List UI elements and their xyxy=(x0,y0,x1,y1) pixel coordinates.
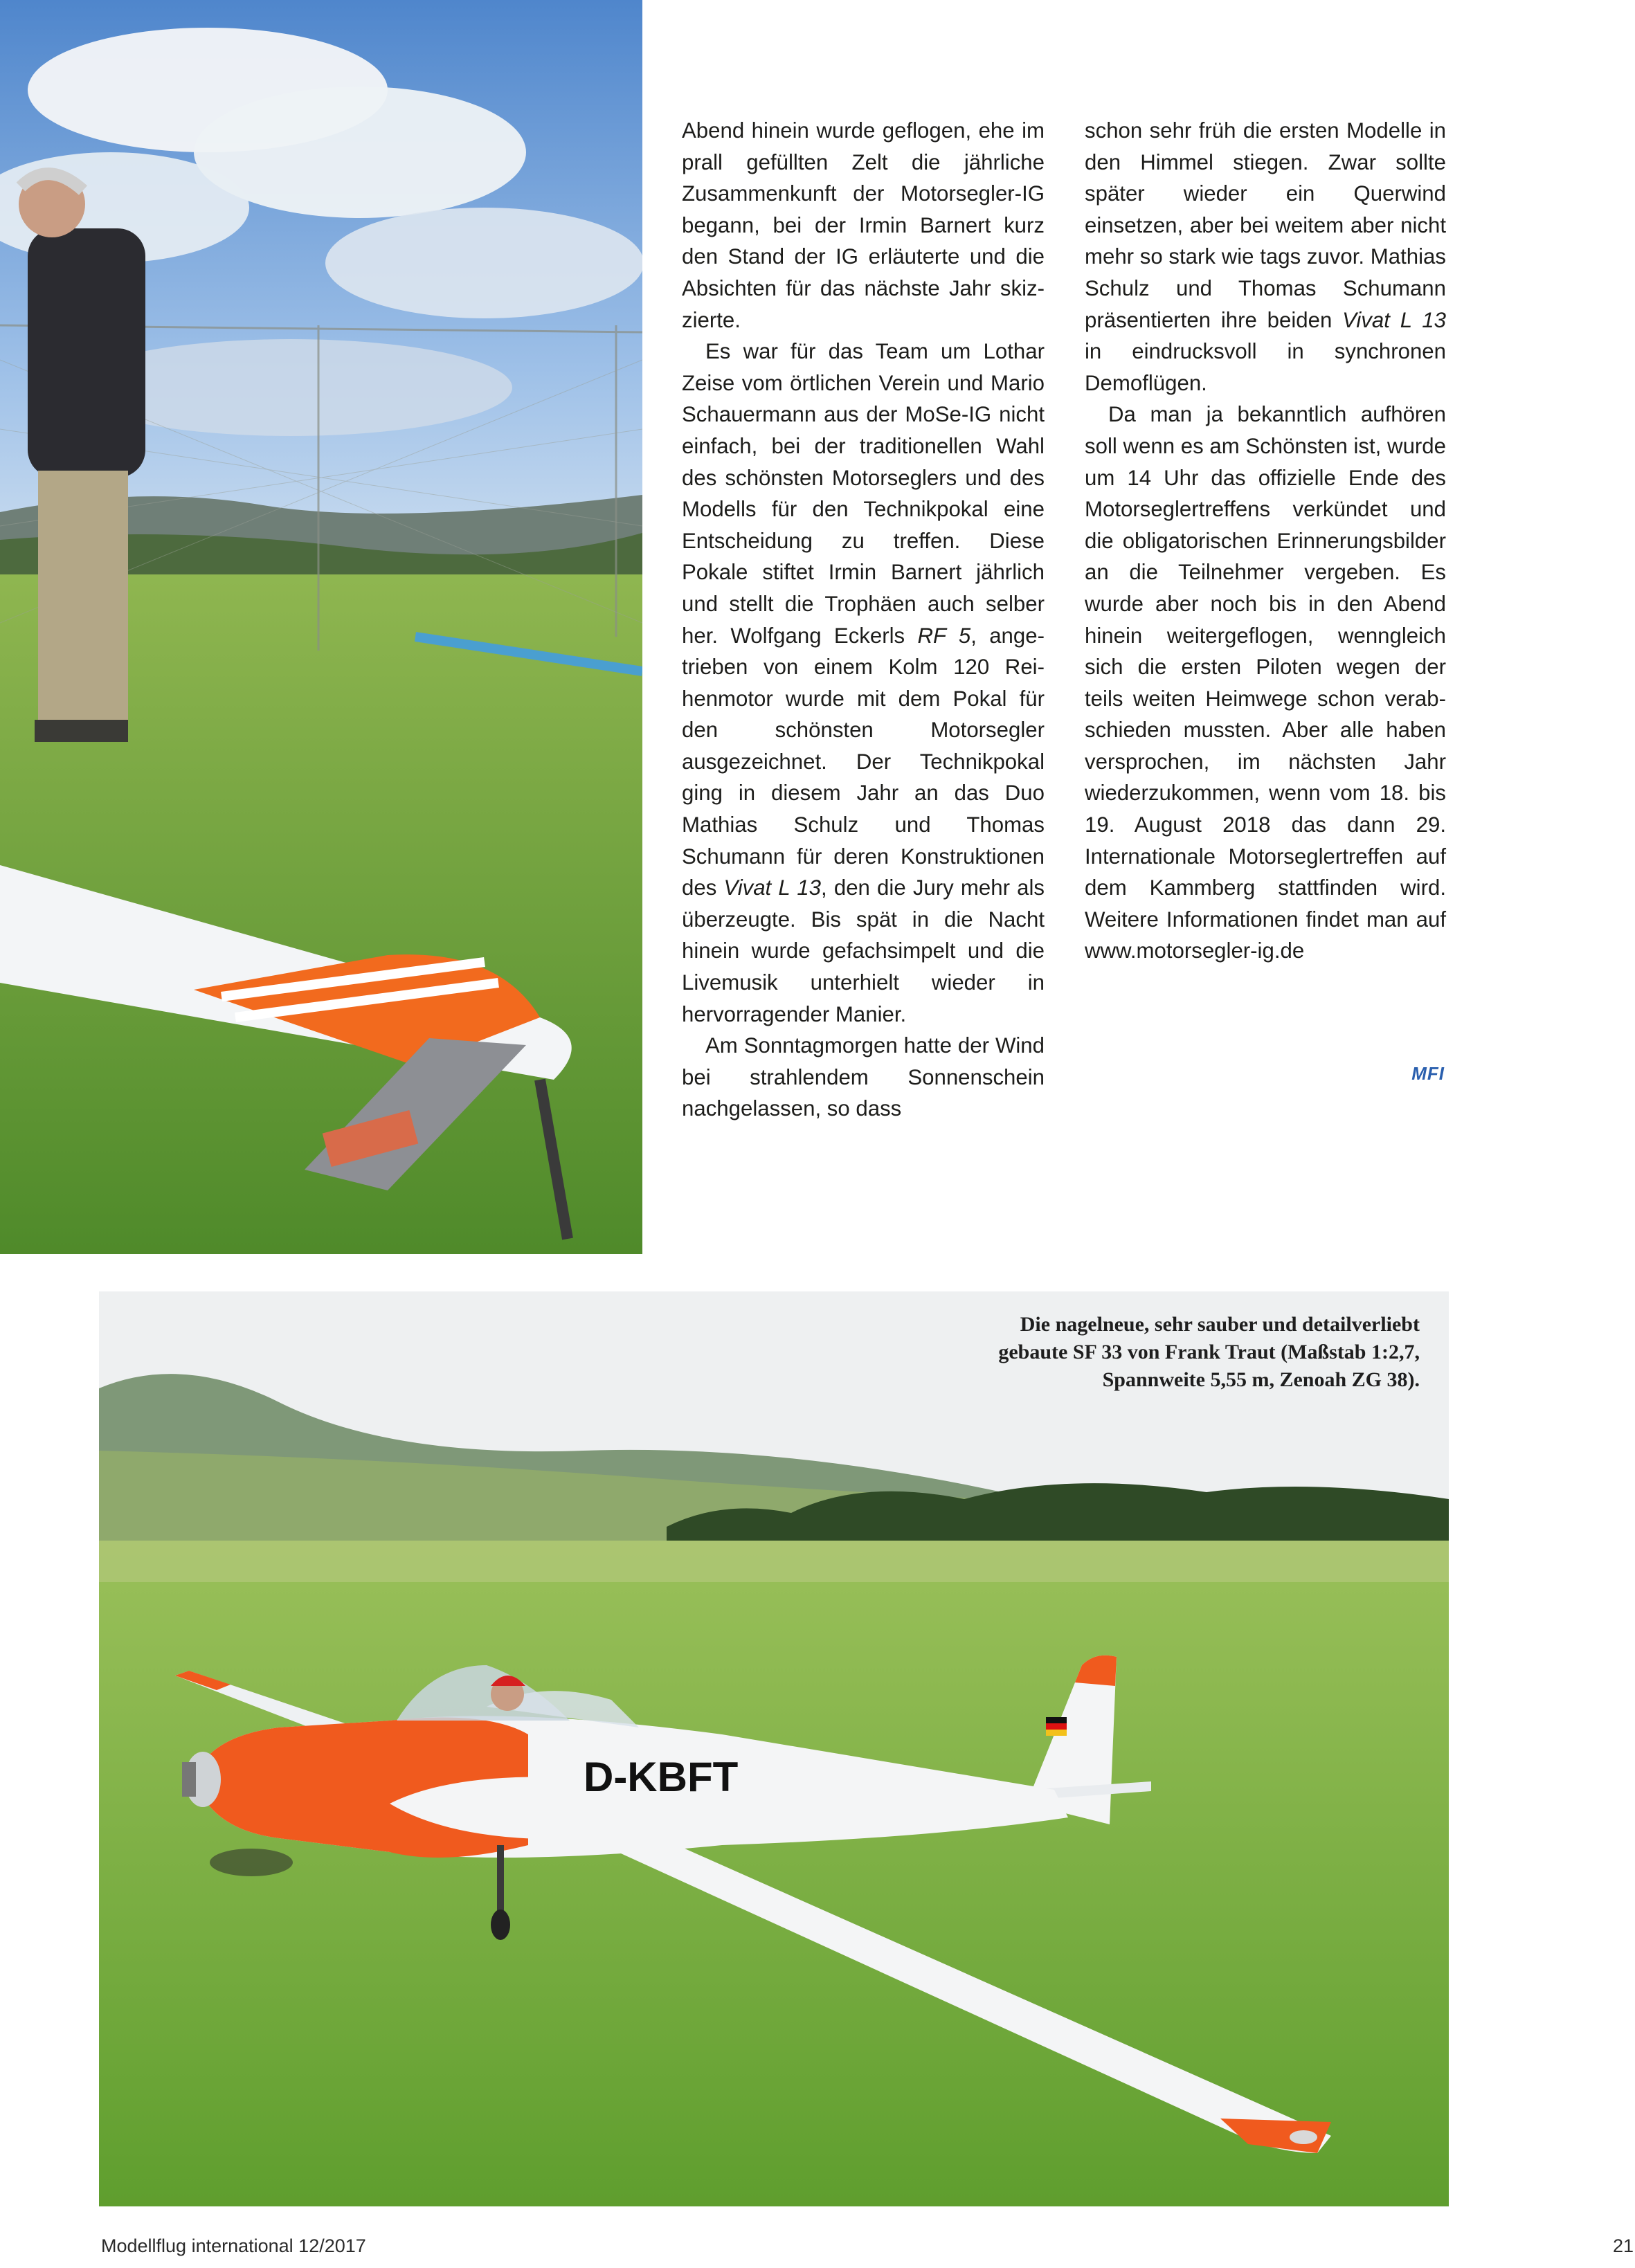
article-column-1 xyxy=(682,115,1045,1125)
author-signature: MFI xyxy=(1411,1063,1445,1084)
caption-line: Die nagelneue, sehr sauber und detailverliebt xyxy=(1020,1313,1420,1336)
page-number: 21 xyxy=(1613,2235,1634,2256)
photo-sf33-model xyxy=(99,1291,1449,2206)
photo-pilot-and-model xyxy=(0,0,642,1254)
paragraph: Da man ja bekanntlich aufhören soll wenn es am Schönsten ist, wurde um 14 Uhr das offizielle Ende des Motorseglertreffens verkündet und die obligatorischen Erinnerungsbilder an die Teilnehmer vergeben. Es wurde aber noch bis in den Abend hinein weitergeflogen, wenngleich sich die ersten Piloten wegen der teils weiten Heimwege schon verabschieden mussten. Aber alle haben versprochen, im nächsten Jahr wiederzukommen, wenn vom 18. bis 19. August 2018 das dann 29. Internationale Motorseglertreffen auf dem Kammberg stattfinden wird. Weitere Informationen findet man auf www.motorsegler-ig.de xyxy=(1085,402,1446,963)
paragraph: Abend hinein wurde geflogen, ehe im prall gefüllten Zelt die jährliche Zusammenkunft der Motorsegler-IG begann, bei der Irmin Barnert kurz den Stand der IG erläuterte und die Absichten für das nächste Jahr skizzierte. xyxy=(682,118,1045,332)
paragraph: Am Sonntagmorgen hatte der Wind bei strahlendem Sonnenschein nachgelassen, so dass xyxy=(682,1033,1045,1121)
caption-line: gebaute SF 33 von Frank Traut (Maßstab 1:2,7, xyxy=(998,1341,1420,1363)
article-column-2 xyxy=(1085,115,1446,967)
photo-caption xyxy=(907,1311,1420,1394)
registration-marking: D-KBFT xyxy=(584,1754,739,1800)
paragraph: Es war für das Team um Lothar Zeise vom örtlichen Verein und Mario Schauermann aus der MoSe-IG nicht einfach, bei der traditionellen Wahl des schönsten Motorseglers und des Modells für den Technikpokal eine Entscheidung zu treffen. Diese Pokale stiftet Irmin Barnert jährlich und stellt die Trophäen auch selber her. Wolfgang Eckerls RF 5, angetrieben von einem Kolm 120 Reihenmotor wurde mit dem Pokal für den schönsten Motorsegler ausgezeichnet. Der Technikpokal ging in diesem Jahr an das Duo Mathias Schulz und Thomas Schumann für deren Konstruktionen des Vivat L 13, den die Jury mehr als überzeugte. Bis spät in die Nacht hinein wurde gefachsimpelt und die Livemusik unterhielt wieder in hervorragender Manier. xyxy=(682,339,1045,1026)
publication-footer: Modellflug international 12/2017 xyxy=(101,2235,366,2256)
paragraph: schon sehr früh die ersten Modelle in den Himmel stiegen. Zwar sollte später wieder ein Querwind einsetzen, aber bei weitem aber nicht mehr so stark wie tags zuvor. Mathias Schulz und Thomas Schumann präsentierten ihre beiden Vivat L 13 in eindrucksvoll in synchronen Demoflügen. xyxy=(1085,118,1446,395)
caption-line: Spannweite 5,55 m, Zenoah ZG 38). xyxy=(1102,1368,1420,1391)
